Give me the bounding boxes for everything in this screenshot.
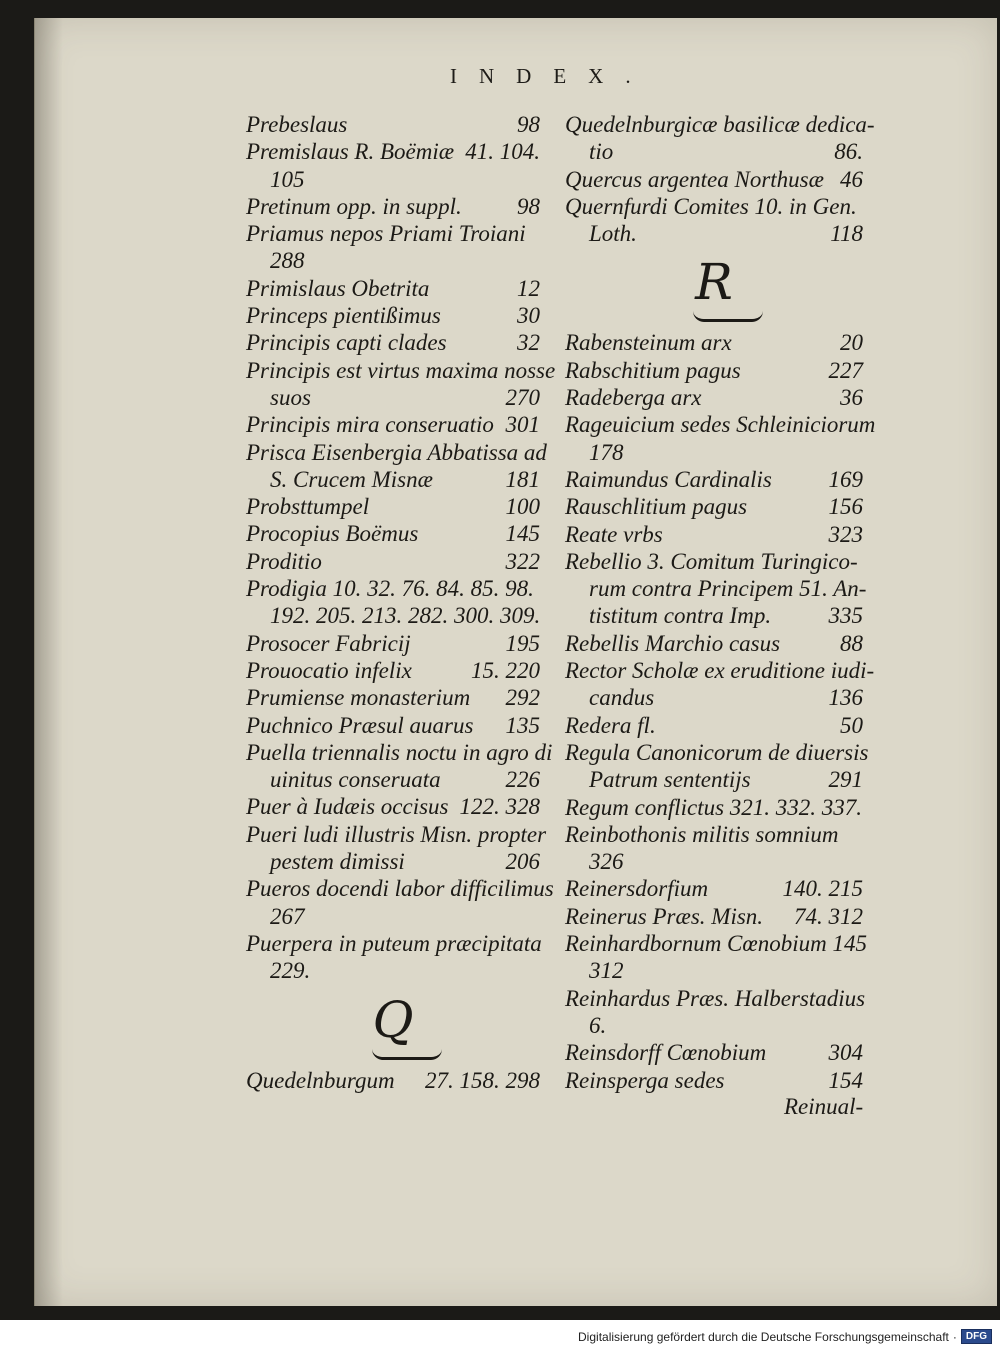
index-entry [565, 575, 867, 602]
index-entry-page-ref: 195 [505, 630, 540, 656]
index-entry [246, 302, 540, 329]
index-entry-page-ref: 88 [840, 630, 863, 656]
index-entry-text: Rebellis Marchio casus [565, 630, 781, 656]
index-entry-page-ref: 74. 312 [794, 903, 863, 929]
index-entry-text: Rabschitium pagus [565, 357, 741, 383]
index-entry-text: Puer à Iudæis occisus [246, 794, 449, 820]
index-entry [565, 957, 863, 984]
index-entry-text: Rageuicium sedes Schleiniciorum [565, 412, 876, 438]
index-entry-text: tistitum contra Imp. [589, 603, 772, 629]
index-entry-text: Reinhardbornum Cœnobium 145 [565, 931, 867, 957]
index-entry-page-ref: 301 [505, 412, 540, 438]
index-entry-text: 229. [270, 958, 311, 984]
index-entry-text: Quercus argentea Northusæ [565, 166, 824, 192]
index-entry-text: Quernfurdi Comites 10. in Gen. [565, 193, 857, 219]
index-entry-page-ref: 154 [828, 1067, 863, 1093]
index-entry-page-ref: 98 [517, 112, 540, 137]
index-entry-text: Puerpera in puteum præcipitata [246, 930, 542, 956]
index-entry [246, 439, 547, 466]
index-entry [246, 548, 540, 575]
page-gutter-shadow [35, 18, 63, 1306]
index-entry [565, 220, 863, 247]
index-entry-text: Loth. [589, 221, 637, 247]
index-entry-text: 312 [589, 958, 624, 984]
index-entry-text: Procopius Boëmus [246, 521, 419, 547]
index-entry-page-ref: 12 [517, 275, 540, 301]
index-entry [246, 166, 540, 193]
index-entry [246, 930, 540, 957]
index-entry [565, 630, 863, 657]
index-entry-page-ref: 36 [840, 385, 863, 411]
running-head: INDEX. [450, 64, 653, 88]
index-entry-page-ref: 46 [840, 166, 863, 192]
index-entry-text: Prebeslaus [246, 112, 348, 137]
section-letter: Q [372, 990, 414, 1049]
index-entry [565, 821, 863, 848]
index-entry-page-ref: 50 [840, 712, 863, 738]
index-entry [565, 766, 863, 793]
index-entry-page-ref: 323 [828, 521, 863, 547]
index-entry [565, 384, 863, 411]
index-entry-text: Priamus nepos Priami Troiani [246, 221, 526, 247]
index-entry-text: Primislaus Obetrita [246, 275, 430, 301]
index-entry [246, 657, 540, 684]
index-entry-text: Principis mira conseruatio [246, 412, 494, 438]
index-entry-text: Reinerus Præs. Misn. [565, 903, 764, 929]
section-letter: R [695, 253, 733, 312]
index-entry-text: Reinbothonis militis somnium [565, 821, 839, 847]
index-entry-text: 326 [589, 849, 624, 875]
dfg-logo: DFG [961, 1329, 992, 1344]
index-entry-text: Prouocatio infelix [246, 657, 412, 683]
index-entry-page-ref: 156 [828, 494, 863, 520]
index-entry-page-ref: 335 [828, 603, 863, 629]
index-entry-text: Reinsdorff Cœnobium [565, 1040, 767, 1066]
letter-swash-ornament [372, 1049, 442, 1060]
catchword: Reinual- [784, 1094, 864, 1119]
index-entry [246, 793, 540, 820]
index-entry [565, 166, 863, 193]
index-entry-text: Reinhardus Præs. Halberstadius [565, 985, 866, 1011]
index-entry-text: 178 [589, 439, 624, 465]
index-entry [565, 329, 863, 356]
index-entry-text: Reate vrbs [565, 521, 663, 547]
index-entry [246, 220, 540, 247]
index-entry-text: Redera fl. [565, 712, 656, 738]
index-entry-text: Regum conflictus 321. 332. 337. [565, 794, 863, 820]
index-entry-text: Rabensteinum arx [565, 330, 732, 356]
index-entry [565, 848, 863, 875]
index-entry [565, 411, 876, 438]
index-entry-page-ref: 122. 328 [459, 794, 540, 820]
index-entry-text: candus [589, 685, 655, 711]
index-entry-page-ref: 145 [505, 521, 540, 547]
index-entry [246, 739, 553, 766]
index-entry [565, 193, 863, 220]
index-entry [565, 739, 869, 766]
index-entry [565, 111, 875, 138]
index-entry [246, 138, 540, 165]
index-entry-text: Reinersdorfium [565, 876, 709, 902]
index-entry [565, 138, 863, 165]
index-entry-page-ref: 27. 158. 298 [425, 1067, 540, 1093]
index-entry-text: Quedelnburgum [246, 1067, 395, 1093]
index-entry [565, 493, 863, 520]
index-entry [565, 657, 875, 684]
index-entry-page-ref: 304 [828, 1040, 863, 1066]
index-entry [246, 384, 540, 411]
index-entry [565, 1039, 863, 1066]
digitization-footer [578, 1329, 992, 1344]
index-entry [246, 575, 540, 602]
index-entry-text: Proditio [246, 548, 322, 574]
index-entry [246, 466, 540, 493]
index-entry [246, 247, 540, 274]
index-entry-text: 267 [270, 903, 305, 929]
section-letter-heading [246, 985, 540, 1067]
index-entry-text: Prosocer Fabricij [246, 630, 411, 656]
index-entry-text: Prumiense monasterium [246, 685, 471, 711]
index-entry-text: Regula Canonicorum de diuersis [565, 739, 869, 765]
index-entry [246, 1067, 540, 1094]
index-entry-page-ref: 100 [505, 494, 540, 520]
index-entry-page-ref: 86. [834, 139, 863, 165]
index-entry [565, 875, 863, 902]
index-entry [565, 684, 863, 711]
index-entry [565, 439, 863, 466]
index-entry-page-ref: 292 [505, 685, 540, 711]
index-entry [246, 329, 540, 356]
index-entry-text: uinitus conseruata [270, 767, 441, 793]
index-entry-text: pestem dimissi [270, 849, 405, 875]
index-entry-page-ref: 136 [828, 685, 863, 711]
index-entry-text: tio [589, 139, 614, 165]
index-entry [246, 712, 540, 739]
index-entry-text: Prisca Eisenbergia Abbatissa ad [246, 439, 547, 465]
index-entry-page-ref: 206 [505, 849, 540, 875]
index-entry-text: Principis capti clades [246, 330, 447, 356]
index-entry-page-ref: 15. 220 [471, 657, 540, 683]
index-entry-page-ref: 169 [828, 466, 863, 492]
index-entry-text: Radeberga arx [565, 385, 702, 411]
index-entry-text: Quedelnburgicæ basilicæ dedica- [565, 112, 875, 137]
index-entry-page-ref: 181 [505, 466, 540, 492]
index-entry [565, 602, 863, 629]
index-entry [246, 848, 540, 875]
index-entry [246, 903, 540, 930]
index-entry [246, 684, 540, 711]
index-entry [565, 794, 863, 821]
index-entry [565, 1012, 863, 1039]
index-entry-page-ref: 227 [828, 357, 863, 383]
index-entry [565, 1067, 863, 1094]
index-entry [246, 821, 547, 848]
index-entry-text: Rauschlitium pagus [565, 494, 748, 520]
index-entry [246, 766, 540, 793]
index-entry [565, 357, 863, 384]
index-entry [246, 193, 540, 220]
index-entry [246, 957, 540, 984]
index-entry-page-ref: 270 [505, 384, 540, 410]
index-entry-text: Principis est virtus maxima nosse [246, 357, 556, 383]
index-entry [565, 930, 867, 957]
index-entry-text: 6. [589, 1012, 607, 1038]
index-entry-page-ref: 20 [840, 330, 863, 356]
section-letter-heading [565, 247, 863, 329]
index-entry [565, 466, 863, 493]
index-entry-text: S. Crucem Misnæ [270, 466, 433, 492]
index-entry-text: Rector Scholæ ex eruditione iudi- [565, 658, 875, 684]
index-entry-page-ref: 226 [505, 767, 540, 793]
index-entry [565, 548, 863, 575]
index-entry-text: Princeps pientißimus [246, 303, 441, 329]
index-entry-text: 288 [270, 248, 305, 274]
index-entry-page-ref: 32 [517, 330, 540, 356]
index-entry-page-ref: 322 [505, 548, 540, 574]
index-entry [246, 630, 540, 657]
index-entry-text: suos [270, 384, 311, 410]
index-entry [246, 520, 540, 547]
index-entry-page-ref: 30 [517, 303, 540, 329]
index-entry-text: Pueros docendi labor difficilimus [246, 876, 554, 902]
index-entry-page-ref: 98 [517, 193, 540, 219]
footer-separator: · [952, 1329, 957, 1344]
index-entry [246, 357, 556, 384]
index-entry-text: Pueri ludi illustris Misn. propter [246, 821, 547, 847]
index-entry-text: Reinsperga sedes [565, 1067, 725, 1093]
index-entry [246, 111, 540, 138]
index-entry-text: Premislaus R. Boëmiæ [246, 139, 455, 165]
index-entry-page-ref: 118 [830, 221, 863, 247]
index-column-left [246, 111, 556, 1094]
index-entry [246, 275, 540, 302]
index-entry-text: 105 [270, 166, 305, 192]
index-entry-text: Prodigia 10. 32. 76. 84. 85. 98. [246, 576, 534, 602]
index-entry-text: Raimundus Cardinalis [565, 466, 772, 492]
index-entry [246, 875, 554, 902]
letter-swash-ornament [693, 311, 763, 322]
index-entry [246, 602, 540, 629]
index-column-right [565, 111, 876, 1094]
index-entry [565, 903, 863, 930]
index-entry-text: Pretinum opp. in suppl. [246, 193, 462, 219]
index-entry-text: 192. 205. 213. 282. 300. 309. [270, 603, 541, 629]
index-entry-text: Puella triennalis noctu in agro di [246, 739, 553, 765]
index-entry-text: Rebellio 3. Comitum Turingico- [565, 548, 858, 574]
index-entry-text: Puchnico Præsul auarus [246, 712, 474, 738]
index-entry [246, 493, 540, 520]
index-entry-page-ref: 135 [505, 712, 540, 738]
footer-text: Digitalisierung gefördert durch die Deutsche Forschungsgemeinschaft [578, 1329, 949, 1344]
index-entry [565, 712, 863, 739]
index-entry-page-ref: 41. 104. [465, 139, 540, 165]
index-entry-text: Patrum sententijs [589, 767, 751, 793]
index-entry-text: rum contra Principem 51. An- [589, 576, 867, 602]
index-entry [565, 521, 863, 548]
index-entry-page-ref: 291 [828, 767, 863, 793]
index-entry-page-ref: 140. 215 [782, 876, 863, 902]
index-entry [565, 985, 866, 1012]
index-entry [246, 411, 540, 438]
index-entry-text: Probsttumpel [246, 494, 370, 520]
